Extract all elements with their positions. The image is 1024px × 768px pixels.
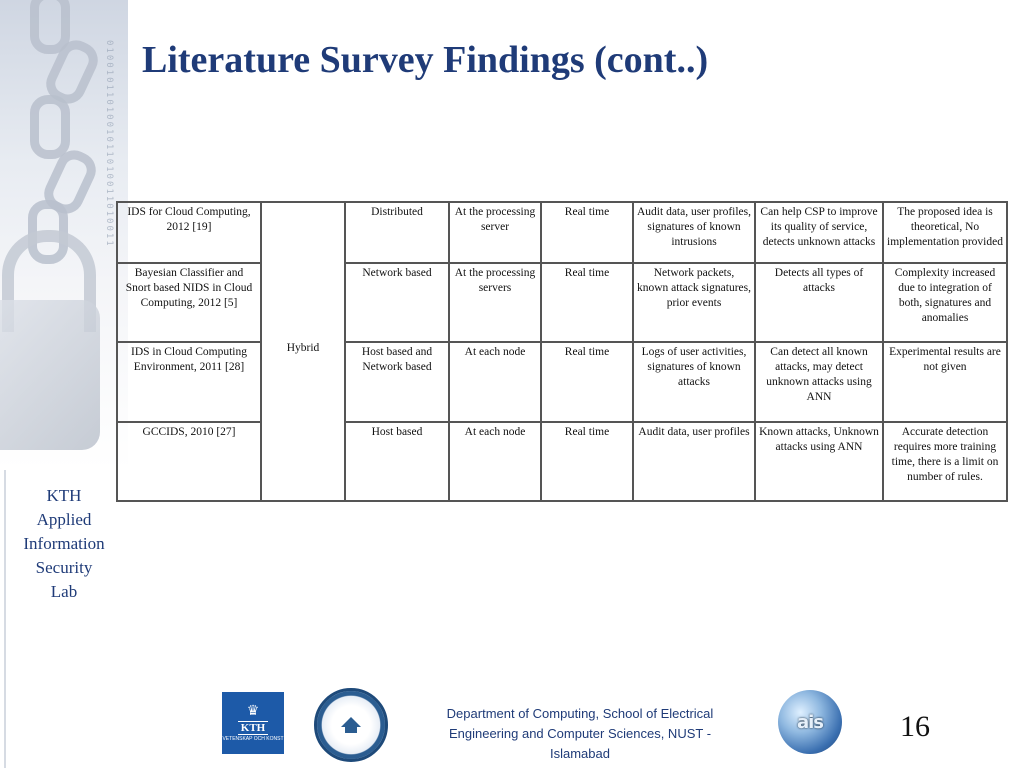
table-cell: Distributed [345, 202, 449, 263]
table-cell: Host based and Network based [345, 342, 449, 421]
hybrid-cell: Hybrid [261, 202, 345, 501]
table-cell: Real time [541, 202, 633, 263]
table-cell: At each node [449, 342, 541, 421]
lab-label [8, 484, 120, 604]
table-row [117, 422, 1007, 501]
table-cell: Audit data, user profiles [633, 422, 755, 501]
table-cell: Real time [541, 422, 633, 501]
table-row [117, 342, 1007, 421]
slide-title: Literature Survey Findings (cont..) [142, 39, 709, 81]
nust-logo [314, 688, 388, 762]
table-cell: Can detect all known attacks, may detect unknown attacks using ANN [755, 342, 883, 421]
table-cell: Accurate detection requires more training time, there is a limit on number of rules. [883, 422, 1007, 501]
kth-logo-text: KTH [238, 721, 268, 735]
ais-logo [778, 690, 842, 754]
table-cell: Network packets, known attack signatures, prior events [633, 263, 755, 342]
table-cell: Bayesian Classifier and Snort based NIDS in Cloud Computing, 2012 [5] [117, 263, 261, 342]
table-cell: Can help CSP to improve its quality of service, detects unknown attacks [755, 202, 883, 263]
table-row [117, 263, 1007, 342]
table-cell: Detects all types of attacks [755, 263, 883, 342]
footer-line: Engineering and Computer Sciences, NUST - [448, 726, 712, 741]
table-cell: Real time [541, 263, 633, 342]
table-cell: Host based [345, 422, 449, 501]
footer-line: Islamabad [550, 746, 610, 761]
table-cell: Network based [345, 263, 449, 342]
table-cell: IDS in Cloud Computing Environment, 2011 [28] [117, 342, 261, 421]
table-row [117, 202, 1007, 263]
table-cell: Known attacks, Unknown attacks using ANN [755, 422, 883, 501]
lab-line: Security [35, 558, 93, 577]
table-cell: At the processing servers [449, 263, 541, 342]
footer-department [410, 704, 750, 764]
table-cell: At each node [449, 422, 541, 501]
table-cell: At the processing server [449, 202, 541, 263]
page-number: 16 [900, 710, 930, 743]
table-cell: GCCIDS, 2010 [27] [117, 422, 261, 501]
side-decoration: 0100101101001011010011010011 [0, 0, 128, 470]
lab-line: Lab [50, 582, 78, 601]
table-cell: IDS for Cloud Computing, 2012 [19] [117, 202, 261, 263]
nust-emblem-icon [339, 713, 363, 737]
kth-logo [222, 692, 284, 754]
side-divider [4, 470, 6, 768]
lab-line: Applied [36, 510, 92, 529]
table-cell: Audit data, user profiles, signatures of known intrusions [633, 202, 755, 263]
table-cell: Experimental results are not given [883, 342, 1007, 421]
footer-line: Department of Computing, School of Electrical [446, 706, 714, 721]
ais-logo-text: ais [796, 711, 824, 733]
table-cell: Complexity increased due to integration of both, signatures and anomalies [883, 263, 1007, 342]
table-cell: Real time [541, 342, 633, 421]
crown-icon: ♛ [246, 703, 260, 719]
lab-line: Information [23, 534, 105, 553]
padlock-icon [0, 300, 100, 450]
table-cell: The proposed idea is theoretical, No implementation provided [883, 202, 1007, 263]
kth-logo-subtext: VETENSKAP OCH KONST [222, 735, 284, 742]
table-cell: Logs of user activities, signatures of known attacks [633, 342, 755, 421]
lab-line: KTH [46, 486, 82, 505]
survey-table [116, 201, 1008, 502]
